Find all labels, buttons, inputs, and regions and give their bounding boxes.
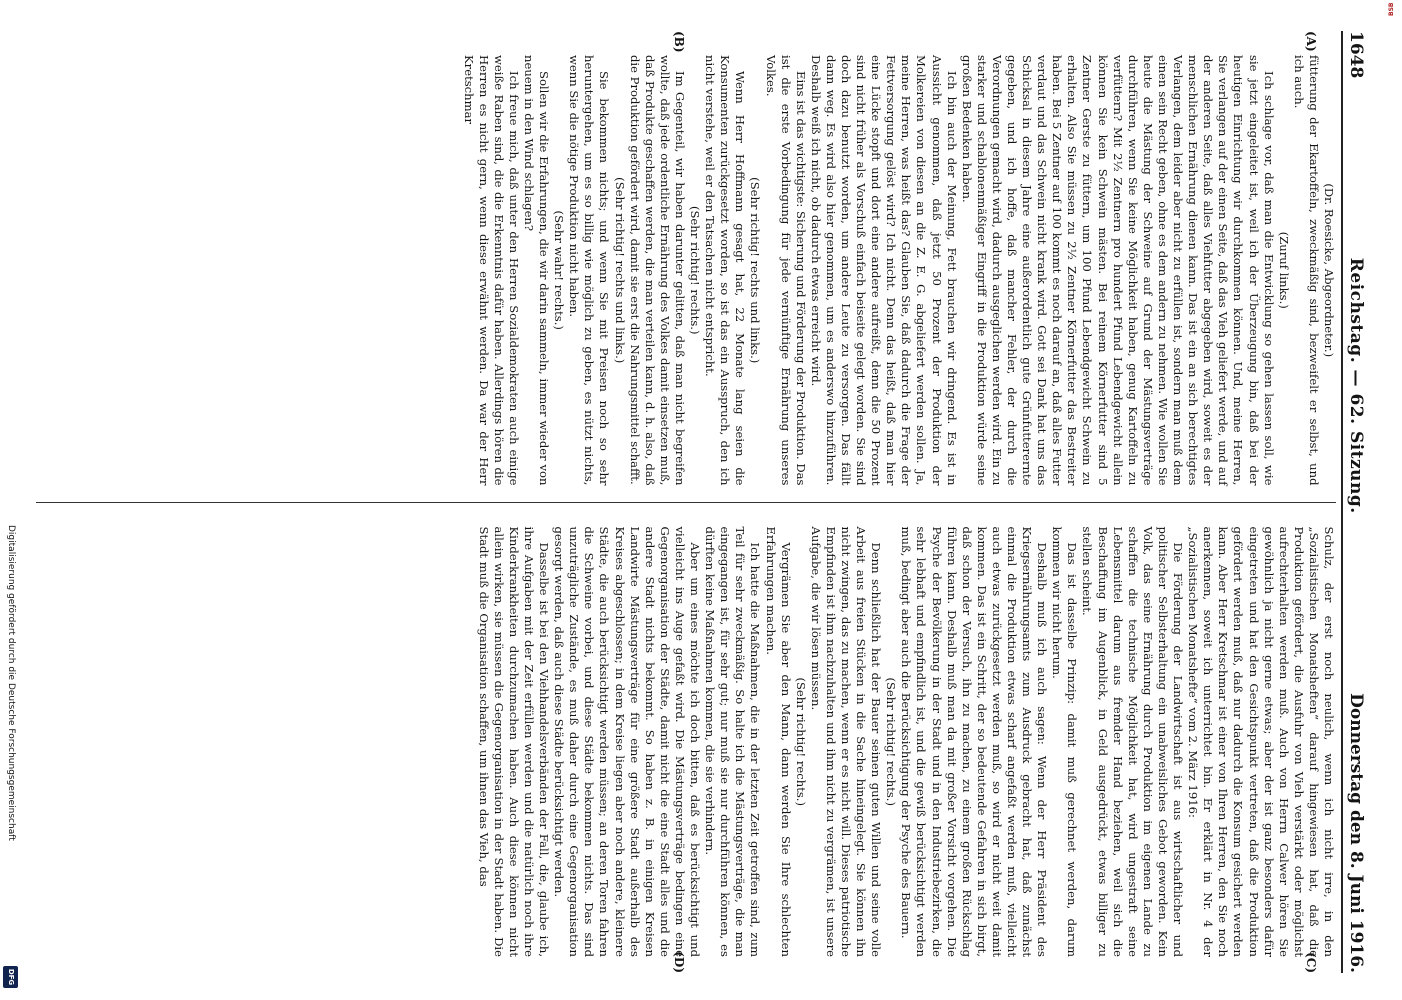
session-title: Reichstag. — 62. Sitzung.	[1346, 257, 1366, 514]
body-paragraph: Dasselbe ist bei den Viehhandelsverbänden der Fall, die, glaube ich, ihre Aufgaben mit der Zeit erfüllen werden und die natürlich noch ihre Kinderkrankheiten durchzumachen haben. Auch diese können nicht allein wirken, sie müssen die Gegenorganisation in der Stadt haben. Die Stadt muß die Organisation schaffen, um ihnen das Vieh, das	[476, 526, 552, 957]
right-column	[36, 502, 1336, 974]
body-paragraph: Ich hatte die Maßnahmen, die in der letzten Zeit getroffen sind, zum Teil für sehr zweckmäßig. So halte ich die Mästungsverträge, die man eingegangen ist, für sehr gut; nur muß sie nur durchführen können, es dürften keine Maßnahmen kommen, die sie verhindern.	[703, 526, 763, 957]
body-paragraph: Sollen wir die Erfahrungen, die wir darin sammeln, immer wieder von neuem in den Wind schlagen?	[522, 55, 552, 486]
margin-letter-a: (A)	[1304, 31, 1318, 52]
dfg-logo-text: DFG	[6, 968, 15, 986]
margin-letter-d: (D)	[672, 951, 686, 973]
left-column	[36, 31, 1336, 502]
scanned-page-frame	[30, 23, 1370, 981]
body-paragraph: Ich freue mich, daß unter den Herren Sozialdemokraten auch einige weiße Raben sind, die die Erkenntnis dafür haben. Allerdings hören die Herren es nicht gern, wenn diese erwähnt werden. Da war der Herr Kretschmar	[461, 55, 521, 486]
body-paragraph: Denn schließlich hat der Bauer seinen guten Willen und seine volle Arbeit aus freien Stücken in die Sache hineingelegt. Sie können ihn nicht zwingen, das zu machen, wenn er es nicht will. Dieses patriotische Empfinden ist ihm nachzuhalten und ihm nicht zu vergrämen, ist unsere Aufgabe, die wir lösen müssen.	[808, 526, 884, 957]
scanned-page	[30, 23, 1370, 981]
body-paragraph: fütterung der Ekartoffeln, zweckmäßig sind, bezweifelt er selbst, und ich auch.	[1291, 55, 1321, 486]
interjection-text: (Dr. Roesicke, Abgeordneter.)	[1322, 183, 1336, 358]
interjection-text: (Sehr richtig! rechts.)	[884, 677, 899, 807]
body-paragraph: Sie bekommen nichts; und wenn Sie mit Preisen noch so sehr heruntergehen, um es so billig wie möglich zu geben, es nützt nichts, wenn Sie die nötige Produktion nicht haben.	[567, 55, 612, 486]
body-paragraph: Im Gegenteil, wir haben darunter gelitten, daß man nicht begreifen wollte, daß jede ordentliche Ernährung des Volkes damit einsetzen muß, daß Produkte geschaffen werden, die man verteilen kann, d. h. also, daß die Produktion gefördert wird, damit sie erst die Nahrungsmittel schafft.	[627, 55, 687, 486]
interjection-text: (Sehr richtig! rechts und links.)	[612, 177, 627, 364]
margin-letter-c: (C)	[1304, 952, 1318, 973]
body-paragraph: Das ist dasselbe Prinzip: damit muß gerechnet werden, darum kommen wir nicht herum.	[1050, 526, 1080, 957]
interjection-text: (Zuruf links.)	[1276, 231, 1291, 309]
interjection-text: (Sehr richtig! rechts.)	[793, 677, 808, 807]
session-date: Donnerstag den 8. Juni 1916.	[1346, 693, 1366, 973]
text-columns	[36, 31, 1336, 973]
library-mark: BSB	[1388, 2, 1395, 16]
running-head	[1341, 31, 1370, 973]
dfg-logo-icon	[3, 966, 18, 988]
margin-letter-b: (B)	[672, 31, 686, 53]
body-paragraph: Wenn Herr Hoffmann gesagt hat, 22 Monate lang seien die Konsumenten zurückgesetzt worden, so ist das ein Ausspruch, den ich nicht verstehe, weil er den Tatsachen nicht entspricht.	[703, 55, 748, 486]
body-paragraph: Aber um eines möchte ich doch bitten, daß es berücksichtigt und vielleicht ins Auge gefaßt wird. Die Mästungsverträge bedingen eine Gegenorganisation der Städte, damit nicht die eine Stadt alles und die andere Stadt nichts bekommt. So haben z. B. in einigen Kreisen Landwirte Mästungsverträge für eine größere Stadt außerhalb des Kreises abgeschlossen; in dem Kreise liegen aber noch andere, kleinere Städte, die auch berücksichtigt werden müssen; an deren Toren fahren die Schweine vorbei, und diese Städte bekommen nichts. Das sind unzuträgliche Zustände, es muß daher durch eine Gegenorganisation gesorgt werden, daß auch diese Städte berücksichtigt werden.	[552, 526, 703, 957]
body-paragraph: Eins ist das wichtigste: Sicherung und Förderung der Produktion. Das ist die erste Vorbedingung für jede vernünftige Ernährung unseres Volkes.	[763, 55, 808, 486]
body-paragraph: Die Förderung der Landwirtschaft ist aus wirtschaftlicher und politischer Selbsterhaltung ein unabweisliches Gebot geworden. Kein Volk, das seine Ernährung durch Produktion im eigenen Lande zu schaffen die technische Möglichkeit hat, wird ungestraft seine Lebensmittel darum aus fremder Hand beziehen, weil sich die Beschaffung im Augenblick, in Geld ausgedrückt, etwas billiger zu stellen scheint.	[1080, 526, 1186, 957]
interjection-text: (Sehr richtig! rechts.)	[688, 205, 703, 335]
digitization-notice: Digitalisierung gefördert durch die Deutsche Forschungsgemeinschaft	[6, 525, 16, 841]
body-paragraph: Deshalb muß ich auch sagen: Wenn der Herr Präsident des Kriegsernährungsamts zum Ausdruck gebracht hat, daß zunächst einmal die Produktion etwas scharf angefaßt werden muß, vielleicht auch etwas zurückgesetzt werden muß, so wird er nicht weit damit kommen. Das ist ein Schritt, der so bedeutende Gefahren in sich birgt, daß schon der Versuch, ihn zu machen, zu einem großen Rückschlag führen kann. Deshalb muß man da mit großer Vorsicht vorgehen. Die Psyche der Bevölkerung in der Stadt und in den Industriebezirken, die sehr lebhaft und empfindlich ist, und die gewiß berücksichtigt werden muß, bedingt aber auch die Berücksichtigung der Psyche des Bauern.	[899, 526, 1050, 957]
page-number: 1648	[1346, 31, 1366, 79]
body-paragraph: Ich bin auch der Meinung, Fett brauchen wir dringend. Es ist in Aussicht genommen, daß jetzt 50 Prozent der Produktion der Molkereien von diesen an die Z. E. G. abgeliefert werden sollen. Ja, meine Herren, was heißt das? Glauben Sie, daß dadurch die Frage der Fettversorgung gelöst wird? Ich nicht. Denn das heißt, daß man hier eine Lücke stopft und dort eine andere aufreißt, denn die 50 Prozent sind nicht früher als Vorschuß einfach beiseite gelegt worden. Sie sind doch dazu benutzt worden, um andere Leute zu versorgen. Das fällt dann weg. Es wird also hier genommen, um es anderswo hinzuführen. Deshalb weiß ich nicht, ob dadurch etwas erreicht wird.	[808, 55, 959, 486]
left-margin	[0, 0, 22, 1000]
body-paragraph: Schulz, der erst noch neulich, wenn ich nicht irre, in den „Sozialistischen Monatsheften“ darauf hingewiesen hat, daß die Produktion gefördert, die Ausfuhr von Vieh verstärkt oder möglichst aufrechterhalten werden muß. Auch von Herrn Calwer hören Sie gewöhnlich ja nicht gerne etwas; aber der ist ganz besonders dafür eingetreten und hat den Gesichtspunkt vertreten, daß die Produktion gefördert werden muß, daß nur dadurch die Konsum gesichert werden kann. Aber Herr Kretschmar ist einer von Ihren Herren, den Sie noch anerkennen, soweit ich unterrichtet bin. Er erklärt in Nr. 4 der „Sozialistischen Monatshefte“ vom 2. März 1916:	[1186, 526, 1336, 957]
interjection-text: (Sehr richtig! rechts und links.)	[748, 177, 763, 364]
body-paragraph: Ich schlage vor, daß man die Entwicklung so gehen lassen soll, wie sie jetzt eingeleitet ist, weil ich der Überzeugung bin, daß bei der heutigen Einrichtung wir durchkommen können. Und, meine Herren, Sie verlangen auf der einen Seite, daß das Vieh geliefert werde, und auf der anderen Seite, daß alles Viehfutter abgegeben wird, soweit es der menschlichen Ernährung dienen kann. Das ist ein an sich berechtigtes Verlangen, dem leider aber nicht zu erfüllen ist, sondern man muß dem einen sein Recht geben, ohne es dem andern zu nehmen. Wie wollen Sie heute die Mästung der Schweine auf Grund der Mästungsverträge durchführen, wenn Sie keine Möglichkeit haben, genug Kartoffeln zu verfüttern? Mit 2½ Zentnern pro hundert Pfund Lebendgewicht allein können Sie kein Schwein mästen. Bei reinem Körnerfutter sind 5 Zentner Gerste zu füttern, um 100 Pfund Lebendgewicht Schwein zu erhalten. Also Sie müssen zu 2½ Zentner Körnerfutter das Bestreiter haben. Bei 5 Zentner auf 100 kommt es noch darauf an, daß alles Futter verdaut und das Schwein nicht krank wird. Gott sei Dank hat uns das Schicksal in diesem Jahre eine außerordentlich gute Grünfutterernte gegeben, und ich hoffe, daß mancher Fehler, der durch die Verordnungen gemacht wird, dadurch ausgeglichen werden wird. Ein zu starker und schablonenmäßiger Eingriff in die Produktion würde seine großen Bedenken haben.	[959, 55, 1276, 486]
interjection-text: (Sehr wahr! rechts.)	[552, 210, 567, 330]
body-paragraph: Vergrämen Sie aber den Mann, dann werden Sie Ihre schlechten Erfahrungen machen.	[763, 526, 793, 957]
